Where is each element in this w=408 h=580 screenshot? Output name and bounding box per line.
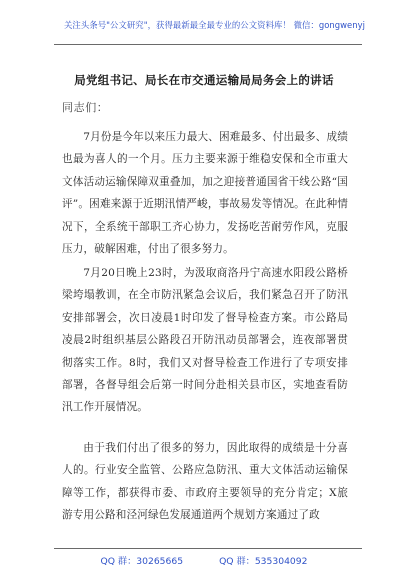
footer-divider bbox=[54, 548, 362, 549]
body-paragraph-2: 7月20日晚上23时，为汲取商洛丹宁高速水阳段公路桥梁垮塌教训，在全市防汛紧急会议后，我们紧急召开了防汛安排部署会，次日凌晨1时印发了督导检查方案。市公路局凌晨2时组织基层公路段召开防汛动员部署会，连夜部署贯彻落实工作。8时，我们又对督导检查工作进行了专项安排部署，各督导组会后第一时间分赴相关县市区，实地查看防汛工作开展情况。 bbox=[62, 267, 348, 414]
body-paragraph-3: 由于我们付出了很多的努力，因此取得的成绩是十分喜人的。行业安全监管、公路应急防汛、重大文体活动运输保障等工作，都获得市委、市政府主要领导的充分肯定；X旅游专用公路和泾河绿色发展通道两个规划方案通过了政 bbox=[62, 442, 348, 522]
footer-qq-group-2[interactable]: QQ 群：535304092 bbox=[219, 556, 308, 567]
salutation: 同志们： bbox=[62, 101, 109, 114]
document-title: 局党组书记、局长在市交通运输局局务会上的讲话 bbox=[74, 73, 334, 87]
footer-qq-group-1[interactable]: QQ 群：30265665 bbox=[100, 556, 184, 567]
footer bbox=[0, 553, 408, 567]
body-paragraph-1: 7月份是今年以来压力最大、困难最多、付出最多、成绩也最为喜人的一个月。压力主要来源于维稳安保和全市重大文体活动运输保障双重叠加，加之迎接普通国省干线公路“国评”。困难来源于近期汛情严峻，事故易发等情况。在此种情况下，全系统干部职工齐心协力，发扬吃苦耐劳作风，克服压力，破解困难，付出了很多努力。 bbox=[62, 131, 348, 256]
header-banner[interactable]: 关注头条号"公文研究"，获得最新最全最专业的公文资料库！ 微信：gongwenyj bbox=[64, 20, 365, 30]
header-divider bbox=[54, 44, 362, 45]
